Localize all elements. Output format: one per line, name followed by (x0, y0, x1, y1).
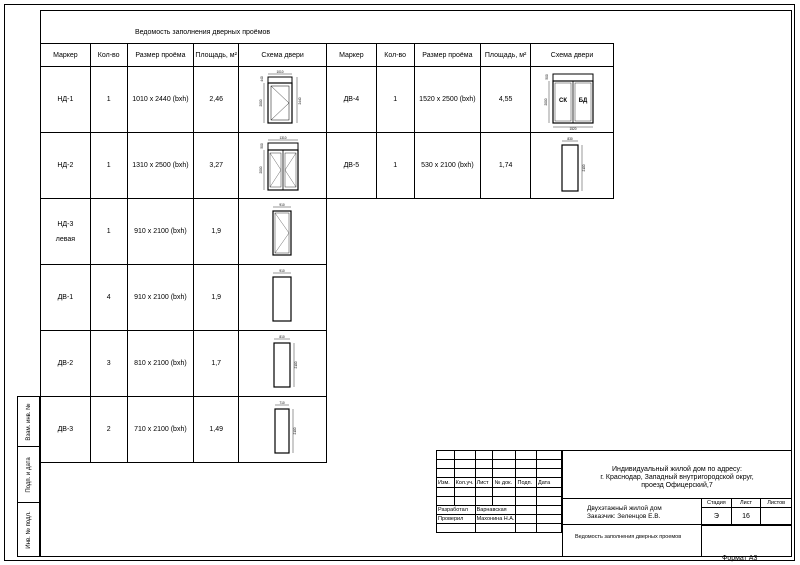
stage-head: Стадия (702, 499, 732, 508)
cell-marker: ДВ-1 (41, 265, 91, 331)
cell-area: 1,9 (194, 265, 239, 331)
dim-width: 1520 (569, 126, 577, 131)
cell-qty: 2 (90, 397, 127, 463)
doc-title: Ведомость заполнения дверных проемов (575, 534, 682, 540)
cell-qty: 4 (90, 265, 127, 331)
dim-width: 830 (567, 136, 573, 141)
cell-size: 910 x 2100 (bxh) (127, 265, 194, 331)
cell-qty: 3 (90, 331, 127, 397)
object-name: Двухэтажный жилой дом (587, 505, 662, 512)
cell-marker: ДВ-5 (327, 133, 377, 199)
object-box (562, 498, 702, 525)
side-cell-inv (17, 502, 40, 557)
stage-grid (701, 498, 792, 526)
dim-width: 710 (278, 400, 285, 405)
dim-height: 2000 (258, 98, 263, 107)
leaf-mark-right: БД (578, 97, 588, 104)
cell-scheme (531, 67, 614, 133)
leaf-mark-left: СК (559, 97, 568, 104)
col-head-doc: № док. (493, 478, 516, 488)
cell-marker: ДВ-2 (41, 331, 91, 397)
door-scheme-dv3 (248, 399, 318, 461)
cell-size: 910 x 2100 (bxh) (127, 199, 194, 265)
door-table-left (40, 43, 327, 463)
cell-marker: НД-1 (41, 67, 91, 133)
cell-area: 1,7 (194, 331, 239, 397)
cell-qty: 1 (376, 133, 414, 199)
cell-area: 1,49 (194, 397, 239, 463)
sheet-head: Лист (731, 499, 761, 508)
dim-height: 2100 (293, 360, 298, 369)
dim-height: 2100 (582, 163, 587, 172)
door-scheme-dv1 (248, 267, 318, 329)
cell-qty: 1 (90, 133, 127, 199)
cell-marker: НД-2 (41, 133, 91, 199)
dim-height: 2000 (258, 165, 263, 174)
header-marker: Маркер (327, 44, 377, 67)
col-head-sign: Подп. (516, 478, 537, 488)
header-area: Площадь, м² (481, 44, 531, 67)
table-title: Ведомость заполнения дверных проёмов (135, 29, 271, 36)
header-row (327, 44, 614, 67)
cell-size: 810 x 2100 (bxh) (127, 331, 194, 397)
checked-row (437, 515, 562, 524)
developed-row (437, 506, 562, 515)
company-box (701, 524, 792, 557)
cell-marker: ДВ-3 (41, 397, 91, 463)
stage-value: Э (702, 508, 732, 526)
dim-height: 2100 (292, 426, 297, 435)
dim-height-total: 2440 (297, 96, 302, 105)
checked-name: Махонина Н.А. (476, 516, 515, 522)
checked-label: Проверил (437, 515, 476, 524)
cell-area: 1,9 (194, 199, 239, 265)
col-head-count: Кол.уч. (455, 479, 474, 486)
cell-marker: ДВ-4 (327, 67, 377, 133)
revision-grid (436, 450, 562, 533)
dim-width: 1310 (279, 135, 287, 140)
cell-size: 1010 x 2440 (bxh) (127, 67, 194, 133)
side-label-sign: Подп. и дата (25, 456, 32, 493)
cell-marker (41, 199, 91, 265)
project-title-line1: Индивидуальный жилой дом по адресу: (612, 466, 742, 473)
header-row (41, 44, 327, 67)
doc-title-box (562, 524, 702, 557)
cell-size: 1520 x 2500 (bxh) (414, 67, 481, 133)
cell-scheme (531, 133, 614, 199)
door-scheme-dv4 (537, 69, 607, 131)
dim-width: 910 (278, 202, 285, 207)
header-qty: Кол-во (90, 44, 127, 67)
sheet-value: 16 (731, 508, 761, 526)
project-title-box (562, 450, 792, 499)
dim-top: 440 (259, 75, 264, 82)
cell-scheme (239, 199, 327, 265)
dim-width: 810 (278, 334, 285, 339)
marker-sub-label: левая (55, 235, 76, 243)
header-area: Площадь, м² (194, 44, 239, 67)
cell-size: 710 x 2100 (bxh) (127, 397, 194, 463)
side-cell-sign (17, 446, 40, 503)
dim-width: 1010 (276, 69, 284, 74)
developed-name: Варнавская (475, 506, 516, 515)
col-head-change: Изм. (437, 478, 455, 488)
cell-size: 530 x 2100 (bxh) (414, 133, 481, 199)
cell-qty: 1 (376, 67, 414, 133)
side-label-replace: Взам. инв. № (25, 402, 32, 441)
table-row (41, 331, 327, 397)
door-scheme-dv5 (537, 135, 607, 197)
door-scheme-nd1 (248, 69, 318, 131)
door-scheme-nd2 (248, 135, 318, 197)
cell-scheme (239, 331, 327, 397)
project-title-line2: г. Краснодар, Западный внутригородской округ, (600, 474, 754, 481)
table-row (41, 67, 327, 133)
dim-width: 910 (278, 268, 285, 273)
table-row (41, 265, 327, 331)
door-scheme-nd3 (248, 201, 318, 263)
dim-top: 500 (259, 142, 264, 149)
header-size: Размер проёма (414, 44, 481, 67)
sheets-head: Листов (761, 499, 792, 508)
table-row (41, 397, 327, 463)
col-head-date: Дата (536, 478, 561, 488)
format-label: Формат А3 (722, 555, 758, 562)
dim-height: 2000 (544, 97, 549, 106)
header-marker: Маркер (41, 44, 91, 67)
dim-top: 500 (545, 73, 550, 80)
header-scheme: Схема двери (239, 44, 327, 67)
header-qty: Кол-во (376, 44, 414, 67)
cell-size: 1310 x 2500 (bxh) (127, 133, 194, 199)
door-table-right (326, 43, 614, 199)
cell-scheme (239, 397, 327, 463)
revision-header-row (437, 478, 562, 488)
cell-area: 1,74 (481, 133, 531, 199)
project-title-line3: проезд Офицерский,7 (641, 482, 713, 489)
side-strip (17, 396, 40, 557)
cell-area: 2,46 (194, 67, 239, 133)
cell-qty: 1 (90, 67, 127, 133)
developed-label: Разработал (437, 506, 476, 515)
cell-scheme (239, 133, 327, 199)
table-row (41, 133, 327, 199)
table-row (41, 199, 327, 265)
cell-qty: 1 (90, 199, 127, 265)
table-row (327, 67, 614, 133)
cell-scheme (239, 67, 327, 133)
side-label-inv: Инв. № подл. (25, 510, 32, 549)
side-cell-replace (17, 396, 40, 447)
door-scheme-dv2 (248, 333, 318, 395)
customer-name: Заказчик: Зеленцов Е.В. (587, 513, 661, 520)
marker-label: НД-3 (57, 220, 74, 228)
cell-scheme (239, 265, 327, 331)
table-row (327, 133, 614, 199)
header-size: Размер проёма (127, 44, 194, 67)
cell-area: 4,55 (481, 67, 531, 133)
header-scheme: Схема двери (531, 44, 614, 67)
sheets-value (761, 508, 792, 526)
title-block (436, 450, 792, 557)
cell-area: 3,27 (194, 133, 239, 199)
col-head-sheet: Лист (475, 478, 493, 488)
